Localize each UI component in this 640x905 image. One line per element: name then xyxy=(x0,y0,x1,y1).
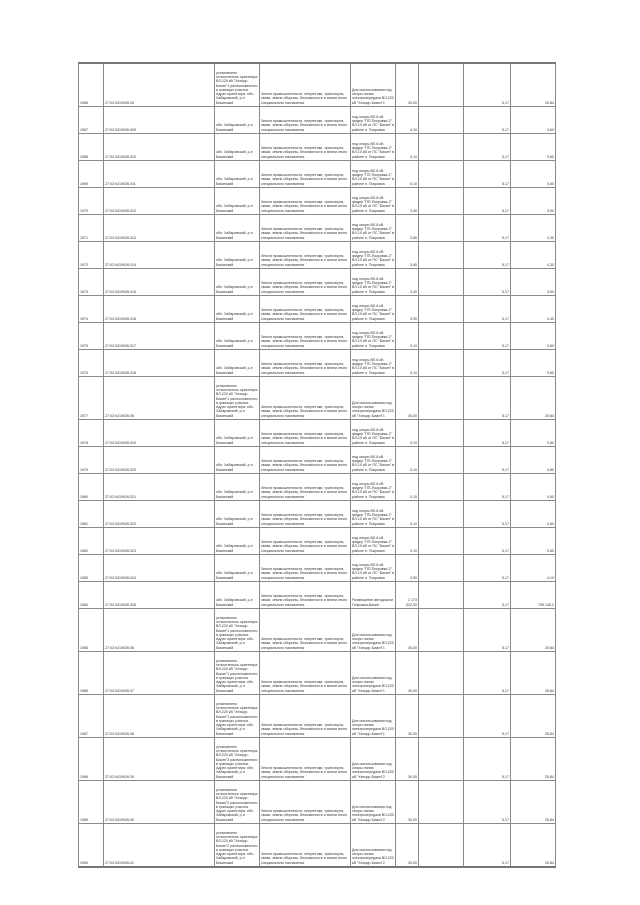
empty-cell xyxy=(419,781,464,824)
address: обл. Хабаровский, р-н Бикинский xyxy=(215,161,260,188)
value: 0,60 xyxy=(511,528,556,555)
rate: 5,17 xyxy=(464,447,511,474)
row-number: 1969 xyxy=(79,161,104,188)
cadastral-number: 27:02:0410926:323 xyxy=(104,528,215,555)
address: обл. Хабаровский, р-н Бикинский xyxy=(215,555,260,582)
permitted-use: под опоры ВЛ-6 кВ фидер "ПП-Покровка-2" ВЛ-10 кВ от ПС "Бикин" в районе п. Покровка xyxy=(351,134,396,161)
area: 1 173 022,00 xyxy=(396,582,419,609)
row-number: 1973 xyxy=(79,269,104,296)
land-category: Земли промышленности, энергетики, транспорта, связи, земли обороны, безопасности и земли иного специального назначения xyxy=(260,781,351,824)
rate: 5,17 xyxy=(464,652,511,695)
cadastral-number: 27:02:0410926:34 xyxy=(104,63,215,107)
rate: 5,17 xyxy=(464,161,511,188)
permitted-use: под опоры ВЛ-6 кВ фидер "ПП-Покровка-2" ВЛ-10 кВ от ПС "Бикин" в районе п. Покровка xyxy=(351,474,396,501)
table-row xyxy=(79,824,556,868)
cadastral-number: 27:02:0410926:313 xyxy=(104,215,215,242)
area: 30,00 xyxy=(396,824,419,868)
value: 25,84 xyxy=(511,652,556,695)
empty-cell xyxy=(419,652,464,695)
empty-cell xyxy=(419,582,464,609)
address: обл. Хабаровский, р-н Бикинский xyxy=(215,420,260,447)
area: 0,10 xyxy=(396,161,419,188)
address: обл. Хабаровский, р-н Бикинский xyxy=(215,107,260,134)
empty-cell xyxy=(419,269,464,296)
empty-cell xyxy=(419,188,464,215)
land-category: Земли промышленности, энергетики, транспорта, связи, земли обороны, безопасности и земли иного специального назначения xyxy=(260,695,351,738)
cadastral-number: 27:02:0410926:317 xyxy=(104,323,215,350)
address: обл. Хабаровский, р-н Бикинский xyxy=(215,296,260,323)
row-number: 1977 xyxy=(79,377,104,420)
row-number: 1970 xyxy=(79,188,104,215)
table-row xyxy=(79,420,556,447)
permitted-use: под опоры ВЛ-6 кВ фидер "ПП-Покровка-2" ВЛ-10 кВ от ПС "Бикин" в районе п. Покровка xyxy=(351,350,396,377)
area: 30,00 xyxy=(396,652,419,695)
value: 4,40 xyxy=(511,296,556,323)
land-category: Земли промышленности, энергетики, транспорта, связи, земли обороны, безопасности и земли иного специального назначения xyxy=(260,296,351,323)
table-row xyxy=(79,323,556,350)
address: установлено относительно ориентира ВЛ-220 кВ "Хехцир-Бикин"2 расположенного в границах участка. Адрес ориентира: обл. Хабаровский, р-н Бикинский xyxy=(215,738,260,781)
address: обл. Хабаровский, р-н Бикинский xyxy=(215,188,260,215)
area: 3,90 xyxy=(396,296,419,323)
cadastral-number: 27:02:0410926:319 xyxy=(104,420,215,447)
land-category: Земли промышленности, энергетики, транспорта, связи, земли обороны, безопасности и земли иного специального назначения xyxy=(260,824,351,868)
land-category: Земли промышленности, энергетики, транспорта, связи, земли обороны, безопасности и земли иного специального назначения xyxy=(260,474,351,501)
cadastral-number: 27:02:0410926:324 xyxy=(104,555,215,582)
area: 0,10 xyxy=(396,447,419,474)
row-number: 1981 xyxy=(79,501,104,528)
empty-cell xyxy=(419,501,464,528)
table-row xyxy=(79,781,556,824)
row-number: 1967 xyxy=(79,107,104,134)
area: 30,00 xyxy=(396,63,419,107)
value: 25,84 xyxy=(511,824,556,868)
table-row xyxy=(79,161,556,188)
empty-cell xyxy=(419,555,464,582)
land-category: Земли промышленности, энергетики, транспорта, связи, земли обороны, безопасности и земли иного специального назначения xyxy=(260,582,351,609)
cadastral-number: 27:02:0410926:311 xyxy=(104,161,215,188)
rate: 5,17 xyxy=(464,420,511,447)
area: 30,00 xyxy=(396,609,419,652)
value: 3,90 xyxy=(511,188,556,215)
row-number: 1980 xyxy=(79,474,104,501)
table-row xyxy=(79,107,556,134)
value: 25,84 xyxy=(511,63,556,107)
land-category: Земли промышленности, энергетики, транспорта, связи, земли обороны, безопасности и земли иного специального назначения xyxy=(260,420,351,447)
land-category: Земли промышленности, энергетики, транспорта, связи, земли обороны, безопасности и земли иного специального назначения xyxy=(260,107,351,134)
land-category: Земли промышленности, энергетики, транспорта, связи, земли обороны, безопасности и земли иного специального назначения xyxy=(260,269,351,296)
row-number: 1972 xyxy=(79,242,104,269)
area: 0,10 xyxy=(396,501,419,528)
value: 755 145,2 xyxy=(511,582,556,609)
address: обл. Хабаровский, р-н Бикинский xyxy=(215,242,260,269)
address: обл. Хабаровский, р-н Бикинский xyxy=(215,134,260,161)
value: 0,60 xyxy=(511,350,556,377)
address: установлено относительно ориентира ВЛ-220 кВ "Хехцир-Бикин"1 расположенного в границах участка. Адрес ориентира: обл. Хабаровский, р-н Бикинский xyxy=(215,377,260,420)
permitted-use: под опоры ВЛ-6 кВ фидер "ПП-Покровка-2" ВЛ-10 кВ от ПС "Бикин" в районе п. Покровка xyxy=(351,269,396,296)
rate: 5,17 xyxy=(464,695,511,738)
permitted-use: под опоры ВЛ-6 кВ фидер "ПП-Покровка-2" ВЛ-10 кВ от ПС "Бикин" в районе п. Покровка xyxy=(351,555,396,582)
land-category: Земли промышленности, энергетики, транспорта, связи, земли обороны, безопасности и земли иного специального назначения xyxy=(260,652,351,695)
area: 0,10 xyxy=(396,323,419,350)
area: 30,00 xyxy=(396,738,419,781)
table-row xyxy=(79,501,556,528)
area: 30,00 xyxy=(396,781,419,824)
cadastral-number: 27:02:0410926:41 xyxy=(104,824,215,868)
table-row xyxy=(79,609,556,652)
area: 30,00 xyxy=(396,377,419,420)
rate: 5,17 xyxy=(464,350,511,377)
cadastral-number: 27:02:0410926:39 xyxy=(104,738,215,781)
row-number: 1978 xyxy=(79,420,104,447)
value: 25,84 xyxy=(511,609,556,652)
table-row xyxy=(79,377,556,420)
empty-cell xyxy=(419,215,464,242)
value: 25,84 xyxy=(511,695,556,738)
address: обл. Хабаровский, р-н Бикинский xyxy=(215,215,260,242)
row-number: 1975 xyxy=(79,323,104,350)
area: 3,80 xyxy=(396,242,419,269)
table-row xyxy=(79,188,556,215)
empty-cell xyxy=(419,377,464,420)
land-category: Земли промышленности, энергетики, транспорта, связи, земли обороны, безопасности и земли иного специального назначения xyxy=(260,350,351,377)
permitted-use: под опоры ВЛ-6 кВ фидер "ПП-Покровка-2" ВЛ-10 кВ от ПС "Бикин" в районе п. Покровка xyxy=(351,323,396,350)
value: 4,30 xyxy=(511,215,556,242)
row-number: 1986 xyxy=(79,652,104,695)
land-category: Земли промышленности, энергетики, транспорта, связи, земли обороны, безопасности и земли иного специального назначения xyxy=(260,555,351,582)
area: 30,00 xyxy=(396,695,419,738)
area: 0,10 xyxy=(396,528,419,555)
land-category: Земли промышленности, энергетики, транспорта, связи, земли обороны, безопасности и земли иного специального назначения xyxy=(260,609,351,652)
table-row xyxy=(79,447,556,474)
permitted-use: под опоры ВЛ-6 кВ фидер "ПП-Покровка-2" ВЛ-10 кВ от ПС "Бикин" в районе п. Покровка xyxy=(351,242,396,269)
empty-cell xyxy=(419,107,464,134)
cadastral-number: 27:02:0410926:309 xyxy=(104,107,215,134)
rate: 5,17 xyxy=(464,296,511,323)
permitted-use: под опоры ВЛ-6 кВ фидер "ПП-Покровка-2" ВЛ-10 кВ от ПС "Бикин" в районе п. Покровка xyxy=(351,161,396,188)
cadastral-number: 27:02:0410926:314 xyxy=(104,242,215,269)
rate: 5,17 xyxy=(464,501,511,528)
permitted-use: под опоры ВЛ-6 кВ фидер "ПП-Покровка-2" ВЛ-10 кВ от ПС "Бикин" в районе п. Покровка xyxy=(351,447,396,474)
table-row xyxy=(79,215,556,242)
rate: 5,17 xyxy=(464,781,511,824)
address: установлено относительно ориентира ВЛ-220 кВ "Хехцир-Бикин"1 расположенного в границах участка. Адрес ориентира: обл. Хабаровский, р-н Бикинский xyxy=(215,652,260,695)
table-row xyxy=(79,528,556,555)
value: 4,60 xyxy=(511,107,556,134)
area: 0,10 xyxy=(396,420,419,447)
empty-cell xyxy=(419,350,464,377)
permitted-use: Для использования под опоры линии электропередачи ВЛ-220 кВ "Хехцир-Бикин"2 xyxy=(351,781,396,824)
row-number: 1968 xyxy=(79,134,104,161)
land-category: Земли промышленности, энергетики, транспорта, связи, земли обороны, безопасности и земли иного специального назначения xyxy=(260,188,351,215)
value: 0,60 xyxy=(511,420,556,447)
rate: 5,17 xyxy=(464,555,511,582)
land-category: Земли промышленности, энергетики, транспорта, связи, земли обороны, безопасности и земли иного специального назначения xyxy=(260,738,351,781)
area: 3,80 xyxy=(396,215,419,242)
rate: 5,17 xyxy=(464,242,511,269)
cadastral-number: 27:02:0410926:38 xyxy=(104,695,215,738)
empty-cell xyxy=(419,824,464,868)
area: 0,10 xyxy=(396,134,419,161)
value: 0,60 xyxy=(511,161,556,188)
row-number: 1985 xyxy=(79,609,104,652)
table-row xyxy=(79,474,556,501)
land-category: Земли промышленности, энергетики, транспорта, связи, земли обороны, безопасности и земли иного специального назначения xyxy=(260,528,351,555)
cadastral-number: 27:02:0410926:36 xyxy=(104,609,215,652)
value: 25,84 xyxy=(511,781,556,824)
row-number: 1984 xyxy=(79,582,104,609)
land-category: Земли промышленности, энергетики, транспорта, связи, земли обороны, безопасности и земли иного специального назначения xyxy=(260,501,351,528)
row-number: 1966 xyxy=(79,63,104,107)
land-category: Земли промышленности, энергетики, транспорта, связи, земли обороны, безопасности и земли иного специального назначения xyxy=(260,161,351,188)
rate: 5,17 xyxy=(464,474,511,501)
land-category: Земли промышленности, энергетики, транспорта, связи, земли обороны, безопасности и земли иного специального назначения xyxy=(260,63,351,107)
land-category: Земли промышленности, энергетики, транспорта, связи, земли обороны, безопасности и земли иного специального назначения xyxy=(260,242,351,269)
table-row xyxy=(79,269,556,296)
land-category: Земли промышленности, энергетики, транспорта, связи, земли обороны, безопасности и земли иного специального назначения xyxy=(260,323,351,350)
table-row xyxy=(79,296,556,323)
address: установлено относительно ориентира ВЛ-220 кВ "Хехцир-Бикин"1 расположенного в границах участка. Адрес ориентира: обл. Хабаровский, р-н Бикинский xyxy=(215,63,260,107)
land-category: Земли промышленности, энергетики, транспорта, связи, земли обороны, безопасности и земли иного специального назначения xyxy=(260,377,351,420)
area: 0,10 xyxy=(396,350,419,377)
cadastral-number: 27:02:0410926:35 xyxy=(104,377,215,420)
cadastral-number: 27:02:0410926:321 xyxy=(104,474,215,501)
address: обл. Хабаровский, р-н Бикинский xyxy=(215,350,260,377)
row-number: 1982 xyxy=(79,528,104,555)
area: 3,40 xyxy=(396,269,419,296)
cadastral-number: 27:02:0410926:328 xyxy=(104,582,215,609)
land-plots-table xyxy=(78,62,556,868)
permitted-use: под опоры ВЛ-6 кВ фидер "ПП-Покровка-2" ВЛ-10 кВ от ПС "Бикин" в районе п. Покровка xyxy=(351,501,396,528)
rate: 5,17 xyxy=(464,323,511,350)
rate: 5,17 xyxy=(464,609,511,652)
rate: 5,17 xyxy=(464,215,511,242)
address: обл. Хабаровский, р-н Бикинский xyxy=(215,528,260,555)
value: 4,10 xyxy=(511,555,556,582)
rate: 5,17 xyxy=(464,63,511,107)
land-category: Земли промышленности, энергетики, транспорта, связи, земли обороны, безопасности и земли иного специального назначения xyxy=(260,447,351,474)
area: 3,50 xyxy=(396,555,419,582)
address: обл. Хабаровский, р-н Бикинский xyxy=(215,474,260,501)
rate: 5,17 xyxy=(464,188,511,215)
permitted-use: под опоры ВЛ-6 кВ фидер "ПП-Покровка-2" ВЛ-10 кВ от ПС "Бикин" в районе п. Покровка xyxy=(351,107,396,134)
value: 0,60 xyxy=(511,134,556,161)
empty-cell xyxy=(419,474,464,501)
row-number: 1989 xyxy=(79,781,104,824)
address: обл. Хабаровский, р-н Бикинский xyxy=(215,269,260,296)
address: обл. Хабаровский, р-н Бикинский xyxy=(215,582,260,609)
address: установлено относительно ориентира ВЛ-220 кВ "Хехцир-Бикин"2 расположенного в границах участка. Адрес ориентира: обл. Хабаровский, р-н Бикинский xyxy=(215,824,260,868)
permitted-use: под опоры ВЛ-6 кВ фидер "ПП-Покровка-2" ВЛ-10 кВ от ПС "Бикин" в районе п. Покровка xyxy=(351,188,396,215)
empty-cell xyxy=(419,447,464,474)
row-number: 1988 xyxy=(79,738,104,781)
address: установлено относительно ориентира ВЛ-220 кВ "Хехцир-Бикин"2 расположенного в границах участка. Адрес ориентира: обл. Хабаровский, р-н Бикинский xyxy=(215,781,260,824)
cadastral-number: 27:02:0410926:316 xyxy=(104,296,215,323)
row-number: 1990 xyxy=(79,824,104,868)
empty-cell xyxy=(419,134,464,161)
permitted-use: Для использования под опоры линии электропередачи ВЛ-220 кВ "Хехцир-Бикин"1 xyxy=(351,695,396,738)
area: 3,40 xyxy=(396,188,419,215)
row-number: 1971 xyxy=(79,215,104,242)
land-category: Земли промышленности, энергетики, транспорта, связи, земли обороны, безопасности и земли иного специального назначения xyxy=(260,215,351,242)
row-number: 1987 xyxy=(79,695,104,738)
value: 3,90 xyxy=(511,269,556,296)
table-row xyxy=(79,695,556,738)
cadastral-number: 27:02:0410926:315 xyxy=(104,269,215,296)
empty-cell xyxy=(419,695,464,738)
value: 0,60 xyxy=(511,447,556,474)
address: обл. Хабаровский, р-н Бикинский xyxy=(215,501,260,528)
table-row xyxy=(79,738,556,781)
rate: 5,17 xyxy=(464,377,511,420)
table-row xyxy=(79,652,556,695)
table-row xyxy=(79,350,556,377)
table-row xyxy=(79,555,556,582)
area: 0,10 xyxy=(396,474,419,501)
table-row xyxy=(79,134,556,161)
empty-cell xyxy=(419,609,464,652)
address: установлено относительно ориентира ВЛ-220 кВ "Хехцир-Бикин"1 расположенного в границах участка. Адрес ориентира: обл. Хабаровский, р-н Бикинский xyxy=(215,609,260,652)
value: 25,84 xyxy=(511,738,556,781)
area: 4,10 xyxy=(396,107,419,134)
permitted-use: Для использования под опоры линии электропередачи ВЛ-220 кВ "Хехцир-Бикин"1 xyxy=(351,652,396,695)
row-number: 1983 xyxy=(79,555,104,582)
rate: 5,17 xyxy=(464,134,511,161)
rate: 5,17 xyxy=(464,528,511,555)
permitted-use: Для использования под опоры линии электропередачи ВЛ-220 кВ "Хехцир-Бикин"1 xyxy=(351,63,396,107)
empty-cell xyxy=(419,528,464,555)
cadastral-number: 27:02:0410926:40 xyxy=(104,781,215,824)
cadastral-number: 27:02:0410926:312 xyxy=(104,188,215,215)
row-number: 1976 xyxy=(79,350,104,377)
address: установлено относительно ориентира ВЛ-220 кВ "Хехцир-Бикин"1 расположенного в границах участка. Адрес ориентира: обл. Хабаровский, р-н Бикинский xyxy=(215,695,260,738)
cadastral-number: 27:02:0410926:310 xyxy=(104,134,215,161)
row-number: 1979 xyxy=(79,447,104,474)
permitted-use: под опоры ВЛ-6 кВ фидер "ПП-Покровка-2" ВЛ-10 кВ от ПС "Бикин" в районе п. Покровка xyxy=(351,296,396,323)
table-row xyxy=(79,582,556,609)
permitted-use: Для использования под опоры линии электропередачи ВЛ-220 кВ "Хехцир-Бикин"2 xyxy=(351,738,396,781)
rate: 5,17 xyxy=(464,824,511,868)
table-row xyxy=(79,63,556,107)
value: 0,60 xyxy=(511,474,556,501)
table-row xyxy=(79,242,556,269)
value: 0,60 xyxy=(511,501,556,528)
permitted-use: под опоры ВЛ-6 кВ фидер "ПП-Покровка-2" ВЛ-10 кВ от ПС "Бикин" в районе п. Покровка xyxy=(351,528,396,555)
permitted-use: Для использования под опоры линии электропередачи ВЛ-220 кВ "Хехцир-Бикин"1 xyxy=(351,377,396,420)
empty-cell xyxy=(419,63,464,107)
rate: 5,17 xyxy=(464,269,511,296)
empty-cell xyxy=(419,738,464,781)
cadastral-number: 27:02:0410926:318 xyxy=(104,350,215,377)
empty-cell xyxy=(419,323,464,350)
empty-cell xyxy=(419,161,464,188)
permitted-use: Для использования под опоры линии электропередачи ВЛ-220 кВ "Хехцир-Бикин"2 xyxy=(351,824,396,868)
row-number: 1974 xyxy=(79,296,104,323)
empty-cell xyxy=(419,296,464,323)
rate: 5,17 xyxy=(464,107,511,134)
cadastral-number: 27:02:0410926:320 xyxy=(104,447,215,474)
address: обл. Хабаровский, р-н Бикинский xyxy=(215,447,260,474)
value: 25,84 xyxy=(511,377,556,420)
permitted-use: Размещение автодороги Покровка-Бикин xyxy=(351,582,396,609)
value: 0,60 xyxy=(511,323,556,350)
address: обл. Хабаровский, р-н Бикинский xyxy=(215,323,260,350)
rate: 5,17 xyxy=(464,738,511,781)
value: 4,30 xyxy=(511,242,556,269)
cadastral-number: 27:02:0410926:37 xyxy=(104,652,215,695)
cadastral-number: 27:02:0410926:322 xyxy=(104,501,215,528)
land-category: Земли промышленности, энергетики, транспорта, связи, земли обороны, безопасности и земли иного специального назначения xyxy=(260,134,351,161)
rate: 5,17 xyxy=(464,582,511,609)
permitted-use: Для использования под опоры линии электропередачи ВЛ-220 кВ "Хехцир-Бикин"1 xyxy=(351,609,396,652)
empty-cell xyxy=(419,242,464,269)
empty-cell xyxy=(419,420,464,447)
permitted-use: под опоры ВЛ-6 кВ фидер "ПП-Покровка-2" ВЛ-10 кВ от ПС "Бикин" в районе п. Покровка xyxy=(351,420,396,447)
permitted-use: под опоры ВЛ-6 кВ фидер "ПП-Покровка-2" ВЛ-10 кВ от ПС "Бикин" в районе п. Покровка xyxy=(351,215,396,242)
